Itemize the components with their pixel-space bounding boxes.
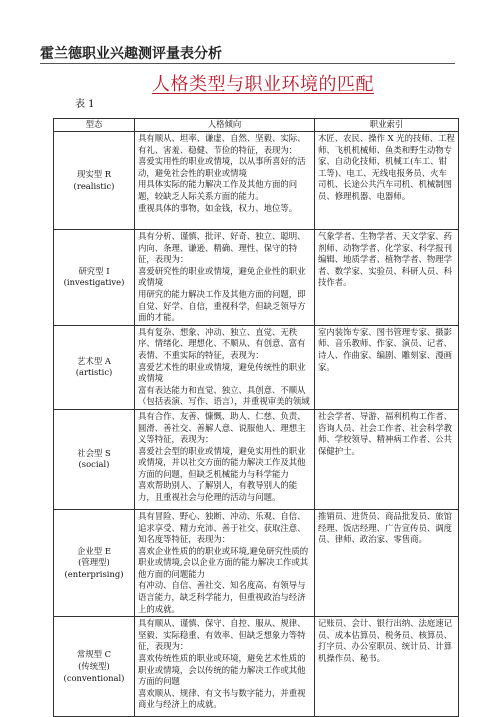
type-english: (social) (78, 459, 110, 470)
document-title: 人格类型与职业环境的匹配 (152, 74, 374, 95)
type-cell (54, 617, 135, 717)
table-caption: 表 1 (75, 99, 95, 110)
tendency-line: 喜爱实用性的职业或情境，以从事所喜好的活动，避免社会性的职业或情境 (138, 156, 306, 178)
table-row (54, 617, 459, 717)
tendency-line: 用研究的能力解决工作及其他方面的问题，即自觉、好学、自信，重视科学，但缺乏领导方面的才能。 (138, 288, 306, 323)
type-cell (54, 409, 135, 509)
tendency-line: 具有顺从、坦率、谦虚、自然、坚毅、实际、有礼、害羞、稳健、节俭的特征，表现为： (138, 133, 306, 155)
column-header-type: 型态 (54, 119, 135, 132)
type-name: 企业型 E (77, 545, 111, 556)
jobs-cell: 气象学者、生物学者、天文学家、药剂师、动物学者、化学家、科学报刊编辑、地质学者、植物学者、物理学者、数学家、实验员、科研人员、科技作者。 (315, 230, 459, 326)
type-cell (54, 132, 135, 230)
type-name: 常规型 C (76, 649, 112, 660)
tendency-line: 具有合作、友善、慷慨、助人、仁慈、负责、圆滑、善社交、善解人意、说服他人、理想主义等特征，表现为： (138, 410, 306, 445)
type-name: 社会型 S (77, 447, 111, 458)
tendency-cell (135, 230, 315, 326)
tendency-line: 喜欢企业性质的的职业或环境,避免研究性质的职业或情境,会以企业方面的能力解决工作或其他方面的问题能力 (138, 545, 309, 579)
type-cell (54, 509, 135, 616)
tendency-line: 重视具体的事物，如金钱，权力、地位等。 (138, 202, 298, 213)
table-row (54, 509, 459, 616)
table-row (54, 409, 459, 509)
tendency-line: 喜爱社会型的职业或情境，避免实用性的职业或情境，并以社交方面的能力解决工作及其他方面的问题，但缺乏机械能力与科学能力 (138, 445, 306, 479)
personality-job-table (53, 118, 459, 717)
tendency-line: 喜欢帮助别人、了解别人，有教导别人的能力，且重视社会与伦理的活动与问题。 (138, 480, 298, 503)
tendency-cell (135, 617, 315, 717)
jobs-cell: 社会学者、导游、福利机构工作者、咨询人员、社会工作者、社会科学教师、学校领导、精神病工作者、公共保健护士。 (315, 409, 459, 509)
table-row (54, 325, 459, 409)
jobs-cell: 木匠、农民、操作 X 光的技师、工程师、飞机机械师、鱼类和野生动物专家、自动化技师、机械工(车工、钳工等)、电工、无线电报务员、火车司机、长途公共汽车司机、机械制图员、修理机器、电器师。 (315, 132, 459, 230)
table-row (54, 132, 459, 230)
header-rule (40, 63, 455, 64)
document-header: 霍兰德职业兴趣测评量表分析 (40, 46, 222, 62)
column-header-tendency: 人格倾向 (135, 119, 315, 132)
tendency-line: 喜爱研究性的职业或情境，避免企业性的职业或情境 (138, 265, 306, 288)
table-row (54, 230, 459, 326)
jobs-cell: 记账员、会计、银行出纳、法庭速记员、成本估算员、税务员、核算员、打字员、办公室职员、统计员、计算机操作员、秘书。 (315, 617, 459, 717)
tendency-cell (135, 509, 315, 616)
tendency-cell (135, 132, 315, 230)
tendency-line: 具有复杂、想象、冲动、独立、直觉、无秩序、情绪化、理想化、不顺从、有创意、富有表情、不重实际的特征，表现为： (138, 326, 306, 360)
type-english: (realistic) (73, 180, 115, 191)
type-english: (artistic) (75, 367, 113, 378)
type-english: (investigative) (63, 277, 125, 288)
tendency-line: 富有表达能力和直觉、独立、具创意、不顺从（包括表演、写作、语言），并重视审美的领域 (138, 384, 310, 407)
type-cell (54, 230, 135, 326)
tendency-line: 具有分析、谨慎、批评、好奇、独立、聪明、内向、条理、谦逊、精确、理性、保守的特征，表现为： (138, 231, 306, 265)
type-alias: (传统型) (78, 660, 110, 671)
tendency-line: 具有冒险、野心、独断、冲动、乐观、自信、追求享受、精力充沛、善于社交、获取注意、知名度等特征，表现为： (138, 510, 306, 545)
tendency-cell (135, 409, 315, 509)
type-english: (enterprising) (64, 568, 124, 579)
jobs-cell: 室内装饰专家、图书管理专家、摄影师、音乐教师、作家、演员、记者、诗人、作曲家、编剧、雕刻家、漫画家。 (315, 325, 459, 409)
type-cell (54, 325, 135, 409)
tendency-line: 喜欢顺从、规律、有文书与数字能力，并重视商业与经济上的成就。 (138, 687, 306, 710)
tendency-line: 喜欢传统性质的职业或环境，避免艺术性质的职业或情境，会以传统的能力解决工作或其他方面的问题 (138, 653, 306, 687)
type-name: 现实型 R (76, 168, 112, 179)
tendency-cell (135, 325, 315, 409)
column-header-jobs: 职业索引 (315, 119, 459, 132)
type-name: 艺术型 A (77, 355, 111, 366)
type-alias: (管理型) (78, 557, 110, 568)
table-header-row (54, 119, 459, 132)
tendency-line: 具有顺从、谨慎、保守、自控、服从、规律、坚毅、实际稳重、有效率、但缺乏想象力等特征，表现为： (138, 618, 306, 652)
tendency-line: 用具体实际的能力解决工作及其他方面的问题，较缺乏人际关系方面的能力。 (138, 179, 298, 201)
jobs-cell: 推销员、进货员、商品批发员、旅馆经理、饭店经理、广告宣传员、调度员、律师、政治家、零售商。 (315, 509, 459, 616)
tendency-line: 有冲动、自信、善社交、知名度高、有领导与语言能力，缺乏科学能力，但重视政治与经济上的成就。 (138, 580, 306, 614)
type-english: (conventional) (63, 672, 125, 683)
tendency-line: 喜爱艺术性的职业或情境，避免传统性的职业或情境 (138, 361, 306, 384)
type-name: 研究型 I (78, 265, 110, 276)
